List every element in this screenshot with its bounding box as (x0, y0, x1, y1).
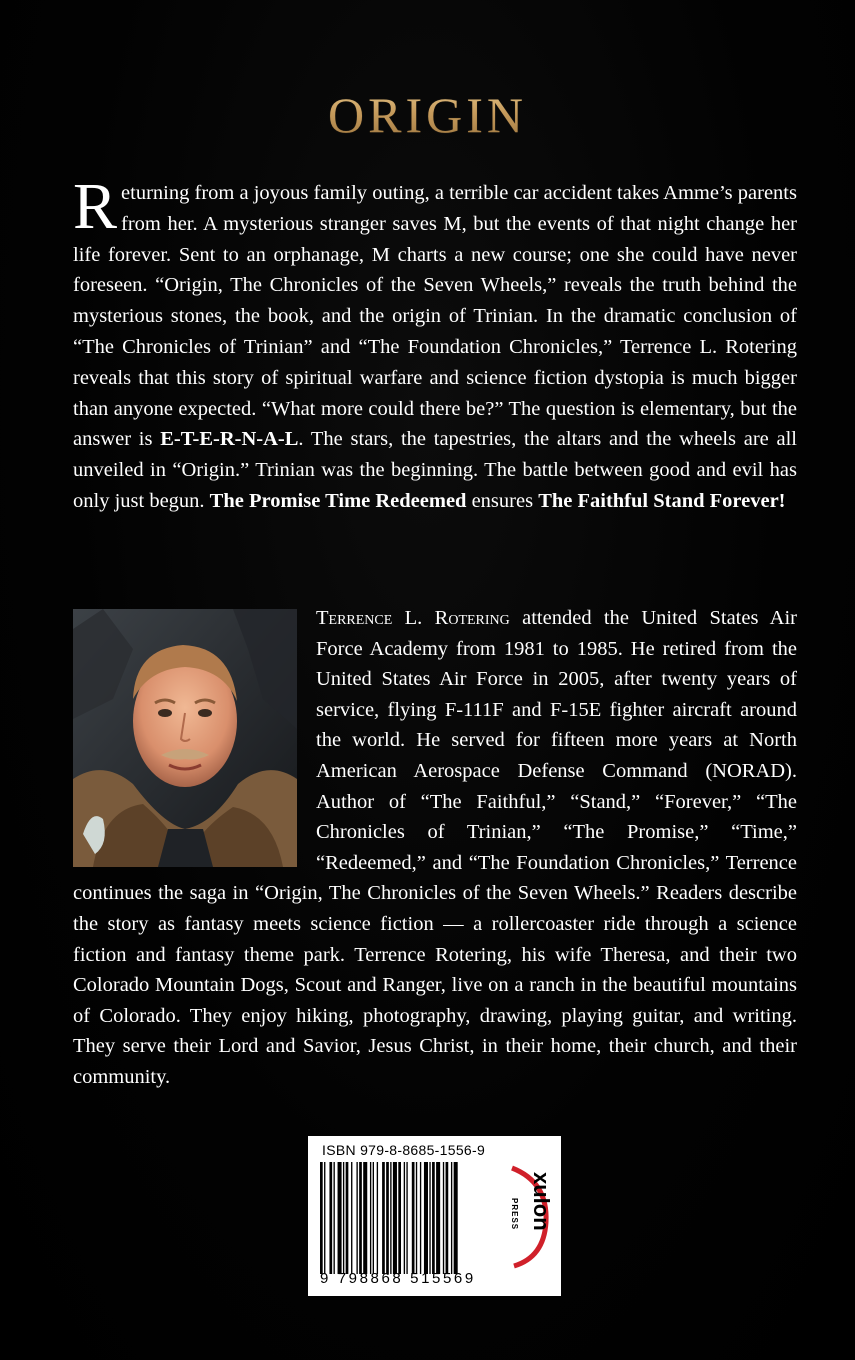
barcode-bar (454, 1162, 458, 1274)
barcode-bar (377, 1162, 378, 1274)
barcode-digits: 9 798868 515569 (320, 1270, 476, 1287)
barcode-bars (320, 1162, 500, 1274)
blurb-text-1: eturning from a joyous family outing, a terrible car accident takes Amme’s parents from her. A mysterious stranger saves M, but the events of that night change her life forever. Sent to an orphanage, M charts a new course; one she could have never foreseen. “Origin, The Chronicles of the Seven Wheels,” reveals the truth behind the mysterious stones, the book, and the origin of Trinian. In the dramatic conclusion of “The Chronicles of Trinian” and “The Foundation Chronicles,” Terrence L. Rotering reveals that this story of spiritual warfare and science fiction dystopia is much bigger than anyone expected. “What more could there be?” The question is elementary, but the answer is (73, 182, 797, 451)
barcode-bar (386, 1162, 389, 1274)
barcode-bar (429, 1162, 430, 1274)
author-portrait-illustration (73, 609, 297, 867)
barcode-bar (406, 1162, 407, 1274)
barcode-bar (390, 1162, 391, 1274)
barcode-bar (416, 1162, 417, 1274)
barcode-box (308, 1136, 561, 1296)
blurb-bold-faithful: The Faithful Stand Forever! (538, 489, 786, 512)
author-photo (73, 609, 297, 867)
barcode-bar (324, 1162, 325, 1274)
publisher-logo-subtext: PRESS (510, 1198, 519, 1231)
barcode-bar (436, 1162, 440, 1274)
blurb-bold-promise: The Promise Time Redeemed (209, 489, 467, 512)
barcode-bar (398, 1162, 401, 1274)
barcode-bar (351, 1162, 352, 1274)
blurb-eternal: E-T-E-R-N-A-L (160, 428, 299, 451)
barcode-bar (424, 1162, 428, 1274)
barcode-bar (432, 1162, 435, 1274)
barcode-bar (382, 1162, 385, 1274)
barcode-bar (373, 1162, 374, 1274)
barcode-bar (420, 1162, 421, 1274)
barcode-bar (329, 1162, 332, 1274)
blurb-text-2: . The stars, the tapestries, the altars and the wheels are all unveiled in “Origin.” Trinian was the beginning. The battle between good and evil has only just begun. (73, 428, 797, 512)
barcode-bar (370, 1162, 371, 1274)
barcode-bar (443, 1162, 444, 1274)
publisher-logo (504, 1162, 554, 1270)
publisher-logo-text: xulon (529, 1172, 554, 1231)
barcode-bar (356, 1162, 357, 1274)
barcode-bar (412, 1162, 415, 1274)
barcode-bar (334, 1162, 335, 1274)
barcode-bar (346, 1162, 349, 1274)
bio-text: attended the United States Air Force Academy from 1981 to 1985. He retired from the United States Air Force in 2005, after twenty years of service, flying F-111F and F-15E fighter aircraft around the world. He served for fifteen more years at North American Aerospace Defense Command (NORAD). Author of “The Faithful,” “Stand,” “Forever,” “The Chronicles of Trinian,” “The Promise,” “Time,” “Redeemed,” and “The Foundation Chronicles,” Terrence continues the saga in “Origin, The Chronicles of the Seven Wheels.” Readers describe the story as fantasy meets science fiction — a rollercoaster ride through a science fiction and fantasy theme park. Terrence Rotering, his wife Theresa, and their two Colorado Mountain Dogs, Scout and Ranger, live on a ranch in the beautiful mountains of Colorado. They enjoy hiking, photography, drawing, playing guitar, and writing. They serve their Lord and Savior, Jesus Christ, in their home, their church, and their community. (73, 607, 797, 1088)
isbn-label: ISBN 979-8-8685-1556-9 (322, 1142, 486, 1158)
drop-cap: R (73, 170, 118, 243)
barcode-bar (363, 1162, 367, 1274)
barcode-bar (359, 1162, 362, 1274)
barcode-bar (343, 1162, 344, 1274)
barcode-bar (338, 1162, 342, 1274)
book-blurb (73, 170, 797, 517)
barcode-bar (393, 1162, 397, 1274)
author-bio (73, 603, 797, 1093)
book-title: ORIGIN (0, 86, 855, 144)
barcode-bar (451, 1162, 452, 1274)
barcode-bar (404, 1162, 405, 1274)
barcode-bar (320, 1162, 323, 1274)
blurb-text-3: ensures (466, 489, 539, 512)
barcode-bar (446, 1162, 449, 1274)
author-name: Terrence L. Rotering (316, 607, 510, 629)
